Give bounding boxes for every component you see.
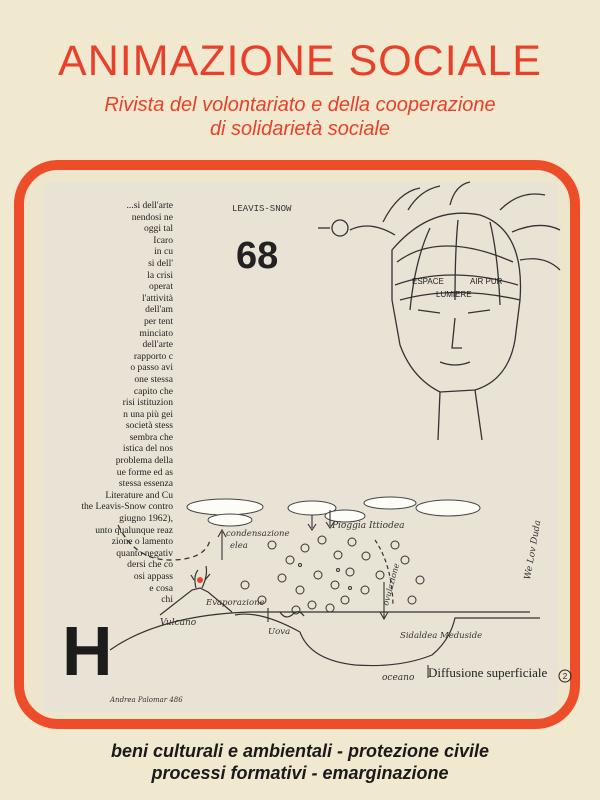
label-ovulazione: ovulazione bbox=[381, 562, 402, 607]
subtitle-line-2: di solidarietà sociale bbox=[209, 118, 391, 140]
label-evaporazione: Evaporazione bbox=[206, 598, 265, 608]
diffusione-caption: Diffusione superficiale bbox=[428, 665, 548, 680]
article-text-line: minciato bbox=[139, 327, 173, 339]
article-text-column bbox=[28, 200, 173, 606]
article-text-line: e cosa bbox=[149, 582, 173, 594]
article-text-line: società stess bbox=[125, 420, 173, 432]
article-text-line: dell'am bbox=[145, 304, 173, 316]
article-text-line: zione o lamento bbox=[111, 536, 173, 548]
issue-number: 68 bbox=[236, 235, 279, 277]
article-text-line: Icaro bbox=[153, 234, 173, 246]
article-text-line: per tent bbox=[143, 315, 173, 327]
label-condensazione: condensazione bbox=[226, 529, 290, 539]
article-text-line: l'attività bbox=[141, 292, 173, 304]
article-text-line: dell'arte bbox=[142, 339, 173, 351]
article-text-line: in cu bbox=[154, 246, 173, 258]
article-text-line: stessa essenza bbox=[118, 478, 173, 490]
article-text-line: la crisi bbox=[147, 269, 173, 281]
article-text-line: one stessa bbox=[134, 373, 173, 385]
article-text-line: Literature and Cu bbox=[105, 489, 173, 501]
article-text-line: giugno 1962), bbox=[119, 513, 173, 525]
article-text-line: rapporto c bbox=[133, 350, 173, 362]
label-uova: Uova bbox=[268, 627, 291, 637]
article-text-line: risi istituzion bbox=[122, 397, 173, 409]
article-text-line: dersi che co bbox=[127, 559, 173, 571]
article-text-line: ...si dell'arte bbox=[126, 200, 173, 211]
head-label-air-pur: AIR PUR bbox=[470, 277, 503, 286]
article-text-line: capito che bbox=[133, 385, 173, 397]
label-oceano: oceano bbox=[382, 673, 415, 683]
phrenology-head-drawing bbox=[318, 182, 560, 440]
article-text-line: quanto negativ bbox=[116, 547, 173, 559]
footer-line-2: processi formativi - emarginazione bbox=[151, 763, 449, 783]
article-text-line: oggi tal bbox=[143, 223, 173, 235]
label-pioggia: Pioggia Ittiodea bbox=[332, 521, 405, 531]
footer-line-1: beni culturali e ambientali - protezione civile bbox=[110, 741, 490, 761]
magazine-title: ANIMAZIONE SOCIALE bbox=[58, 37, 542, 85]
label-vulcano: Vulcano bbox=[160, 618, 197, 628]
article-text-line: istica del nos bbox=[122, 443, 173, 455]
article-text-line: operat bbox=[149, 281, 173, 293]
article-text-line: ue forme ed as bbox=[116, 466, 173, 478]
head-label-espace: ESPACE bbox=[412, 277, 444, 286]
article-text-line: problema della bbox=[115, 455, 173, 467]
diffusione-marker-number: 2 bbox=[562, 672, 568, 681]
label-elea: elea bbox=[230, 541, 248, 551]
publisher-letter: H bbox=[62, 612, 113, 690]
head-label-lumiere: LUMIERE bbox=[436, 290, 472, 299]
article-text-line: si dell' bbox=[148, 257, 173, 269]
article-text-line: chi bbox=[161, 594, 173, 606]
article-text-line: o passo avi bbox=[130, 362, 173, 374]
article-text-line: nendosi ne bbox=[131, 211, 173, 223]
subtitle-line-1: Rivista del volontariato e della cooperazione bbox=[104, 94, 496, 116]
signature-left: Andrea Palomar 486 bbox=[110, 696, 183, 704]
article-text-line: sembra che bbox=[129, 431, 173, 443]
article-text-line: osi appass bbox=[133, 571, 173, 582]
article-text-line: unto qualunque reaz bbox=[95, 524, 173, 536]
article-text-line: the Leavis-Snow contro bbox=[81, 501, 173, 513]
signature-right: We Lov Duda bbox=[523, 519, 544, 581]
label-sidaldea: Sidaldea Meduside bbox=[400, 631, 483, 641]
footer-topics bbox=[0, 740, 600, 784]
article-text-line: n una più gei bbox=[123, 408, 173, 420]
leavis-snow-label: LEAVIS-SNOW bbox=[232, 204, 292, 214]
